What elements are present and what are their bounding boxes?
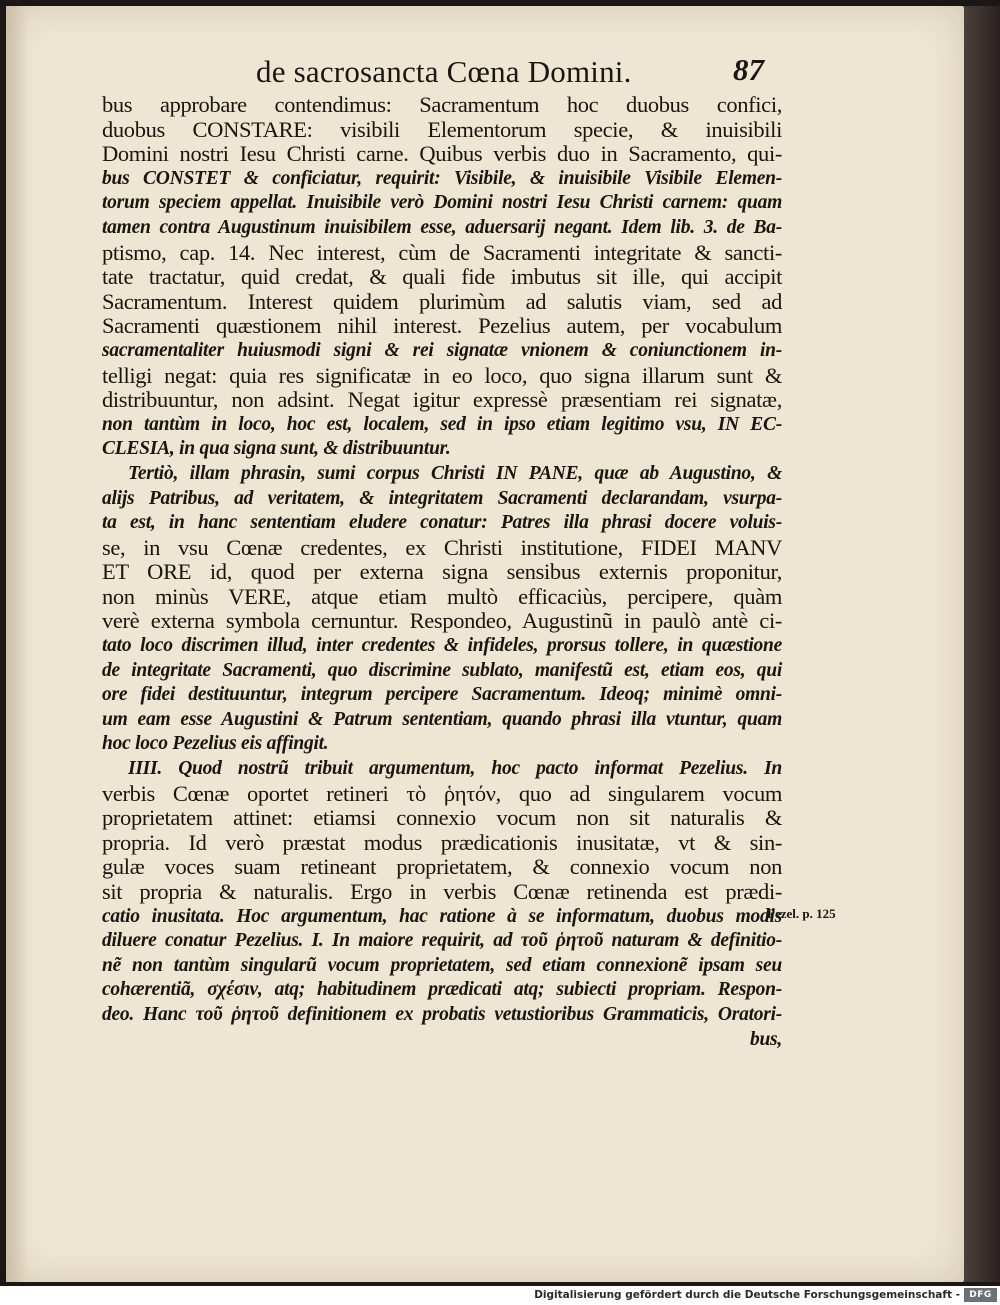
running-title: de sacrosancta Cœna Domini. [256, 54, 632, 89]
text-line: Domini nostri Iesu Christi carne. Quibus verbis duo in Sacramento, qui- [102, 141, 782, 167]
funding-notice: Digitalisierung gefördert durch die Deutsche Forschungsgemeinschaft - [534, 1289, 960, 1301]
page-number: 87 [733, 52, 764, 87]
text-line: verè externa symbola cernuntur. Respondeo, Augustinũ in paulò antè ci- [102, 608, 782, 634]
catchword: bus, [749, 1028, 782, 1050]
book-page [6, 6, 964, 1282]
adjacent-page-edge [964, 6, 1000, 1282]
text-line: CLESIA, in qua signa sunt, & distribuuntur. [102, 438, 451, 460]
text-line: Sacramenti quæstionem nihil interest. Pezelius autem, per vocabulum [102, 313, 782, 339]
text-line: bus approbare contendimus: Sacramentum hoc duobus confici, [102, 92, 782, 117]
text-line: Tertiò, illam phrasin, sumi corpus Christi IN PANE, quæ ab Augustino, & [128, 462, 782, 484]
text-line: se, in vsu Cœnæ credentes, ex Christi institutione, FIDEI MANV [102, 534, 782, 560]
text-line: torum speciem appellat. Inuisibile verò Domini nostri Iesu Christi carnem: quam [102, 192, 782, 214]
text-line: ET ORE id, quod per externa signa sensibus externis proponitur, [102, 559, 782, 585]
text-line: IIII. Quod nostrũ tribuit argumentum, hoc pacto informat Pezelius. In [128, 758, 782, 780]
text-line: verbis Cœnæ oportet retineri τὸ ῥητόν, quo ad singularem vocum [102, 780, 782, 806]
text-line: ptismo, cap. 14. Nec interest, cùm de Sacramenti integritate & sancti- [102, 239, 782, 265]
text-line: propria. Id verò præstat modus prædicationis inusitatæ, vt & sin- [102, 829, 782, 855]
text-line: de integritate Sacramenti, quo discrimine sublato, manifestũ est, etiam eos, qui [102, 659, 782, 681]
body-text [102, 93, 782, 1052]
text-line: cohærentiã, σχέσιν, atq; habitudinem prædicati atq; subiecti propriam. Respon- [102, 979, 782, 1001]
text-line: tato loco discrimen illud, inter credentes & infideles, prorsus tollere, in quæstione [102, 635, 782, 657]
page-gutter-shadow [6, 6, 28, 1282]
text-line: proprietatem attinet: etiamsi connexio vocum non sit naturalis & [102, 805, 782, 831]
page-header [6, 52, 964, 92]
text-line: nẽ non tantùm singularũ vocum proprietatem, sed etiam connexionẽ ipsam seu [102, 954, 782, 976]
text-line: non tantùm in loco, hoc est, localem, sed in ipso etiam legitimo vsu, IN EC- [102, 413, 782, 435]
text-line: duobus CONSTARE: visibili Elementorum specie, & inuisibili [102, 116, 782, 142]
text-line: diluere conatur Pezelius. I. In maiore requirit, ad τοῦ ῥητοῦ naturam & definitio- [102, 930, 782, 952]
text-line: alijs Patribus, ad veritatem, & integritatem Sacramenti declarandam, vsurpa- [102, 487, 782, 509]
margin-note: Pezel. p. 125 [767, 906, 836, 921]
text-line: distribuuntur, non adsint. Negat igitur expressè præsentiam rei signatæ, [102, 387, 782, 413]
text-line: bus CONSTET & conficiatur, requirit: Visibile, & inuisibile Visibile Elemen- [102, 167, 782, 189]
dfg-logo: DFG [964, 1288, 997, 1302]
text-line: catio inusitata. Hoc argumentum, hac ratione à se informatum, duobus modis [102, 905, 782, 927]
text-line: Sacramentum. Interest quidem plurimùm ad salutis viam, sed ad [102, 288, 782, 314]
text-line: ta est, in hanc sententiam eludere conatur: Patres illa phrasi docere voluis- [102, 512, 782, 534]
text-line: non minùs VERE, atque etiam multò efficaciùs, percipere, quàm [102, 583, 782, 609]
text-line: gulæ voces suam retineant proprietatem, & connexio vocum non [102, 854, 782, 880]
text-line: deo. Hanc τοῦ ῥητοῦ definitionem ex probatis vetustioribus Grammaticis, Oratori- [102, 1003, 782, 1025]
text-line: sit propria & naturalis. Ergo in verbis Cœnæ retinenda est prædi- [102, 879, 782, 904]
footer-bar [0, 1286, 1000, 1305]
text-line: ore fidei destituuntur, integrum percipere Sacramentum. Ideoq; minimè omni- [102, 684, 782, 706]
text-line: tate tractatur, quid credat, & quali fide imbutus sit ille, qui accipit [102, 264, 782, 290]
text-line: tamen contra Augustinum inuisibilem esse, aduersarij negant. Idem lib. 3. de Ba- [102, 216, 782, 238]
text-line: telligi negat: quia res significatæ in eo loco, quo signa illarum sunt & [102, 362, 782, 388]
text-line: hoc loco Pezelius eis affingit. [102, 733, 329, 755]
text-line: sacramentaliter huiusmodi signi & rei signatæ vnionem & coniunctionem in- [102, 339, 782, 361]
text-line: um eam esse Augustini & Patrum sententiam, quando phrasi illa vtuntur, quam [102, 708, 782, 730]
